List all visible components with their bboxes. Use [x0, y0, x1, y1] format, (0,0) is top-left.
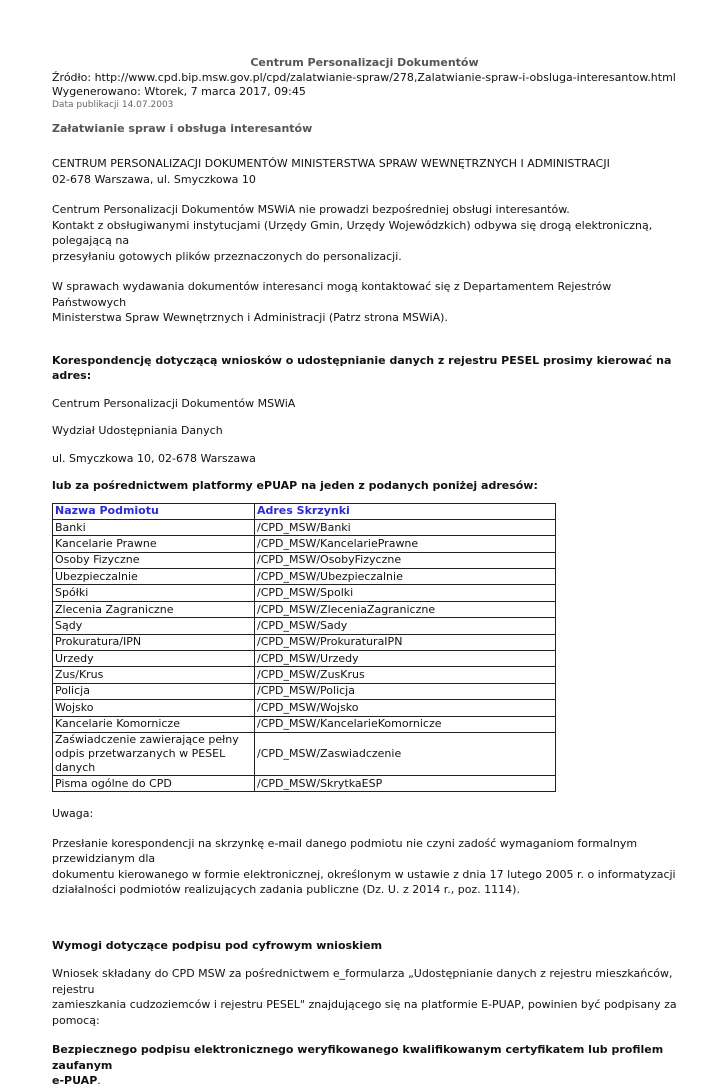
epuap-heading: lub za pośrednictwem platformy ePUAP na jeden z podanych poniżej adresów: — [52, 479, 538, 492]
address-block — [52, 156, 677, 187]
entity-cell: Policja — [53, 683, 255, 699]
section-title: Załatwianie spraw i obsługa interesantów — [52, 122, 313, 135]
entity-cell: Sądy — [53, 618, 255, 634]
note-label: Uwaga: — [52, 807, 94, 821]
box-address-cell: /CPD_MSW/Spolki — [255, 585, 556, 601]
table-row — [53, 536, 556, 552]
table-row — [53, 667, 556, 683]
box-address-cell: /CPD_MSW/OsobyFizyczne — [255, 552, 556, 568]
box-address-cell: /CPD_MSW/ZleceniaZagraniczne — [255, 601, 556, 617]
org-name: CENTRUM PERSONALIZACJI DOKUMENTÓW MINISTERSTWA SPRAW WEWNĘTRZNYCH I ADMINISTRACJI — [52, 157, 610, 170]
document-content — [52, 56, 677, 1089]
table-row — [53, 601, 556, 617]
signature-paragraph — [52, 966, 677, 1028]
entity-cell: Pisma ogólne do CPD — [53, 775, 255, 791]
box-address-cell: /CPD_MSW/Sady — [255, 618, 556, 634]
paragraph-line: Centrum Personalizacji Dokumentów MSWiA nie prowadzi bezpośredniej obsługi interesantów. — [52, 203, 570, 216]
source-url: Źródło: http://www.cpd.bip.msw.gov.pl/cpd/zalatwianie-spraw/278,Zalatwianie-spraw-i-obsluga-interesantow.html — [52, 71, 676, 84]
box-address-cell: /CPD_MSW/Banki — [255, 519, 556, 535]
entity-cell: Wojsko — [53, 700, 255, 716]
box-address-cell: /CPD_MSW/KancelariePrawne — [255, 536, 556, 552]
entity-cell: Zus/Krus — [53, 667, 255, 683]
table-row — [53, 585, 556, 601]
paragraph-line: działalności podmiotów realizujących zadania publiczne (Dz. U. z 2014 r., poz. 1114). — [52, 883, 520, 897]
entity-cell: Banki — [53, 519, 255, 535]
publication-date: Data publikacji 14.07.2003 — [52, 100, 174, 110]
paragraph-line: Wniosek składany do CPD MSW za pośrednictwem e_formularza „Udostępnianie danych z rejestru mieszkańców, rejestru — [52, 967, 673, 996]
note-paragraph — [52, 836, 677, 898]
table-row — [53, 618, 556, 634]
table-row — [53, 716, 556, 732]
sentence-end: . — [97, 1074, 101, 1088]
table-row — [53, 683, 556, 699]
box-address-cell: /CPD_MSW/ZusKrus — [255, 667, 556, 683]
paragraph-line: Przesłanie korespondencji na skrzynkę e-mail danego podmiotu nie czyni zadość wymaganiom formalnym przewidzianym dla — [52, 836, 638, 866]
entity-cell: Urzedy — [53, 651, 255, 667]
column-header-box: Adres Skrzynki — [255, 503, 556, 519]
signature-requirement — [52, 1042, 677, 1089]
correspondence-heading: Korespondencję dotyczącą wniosków o udostępnianie danych z rejestru PESEL prosimy kierować na adres: — [52, 353, 672, 382]
paragraph-line: W sprawach wydawania dokumentów interesanci mogą kontaktować się z Departamentem Rejestrów Państwowych — [52, 280, 612, 309]
paragraph-line — [52, 1073, 677, 1089]
box-address-cell: /CPD_MSW/ProkuraturaIPN — [255, 634, 556, 650]
box-address-cell: /CPD_MSW/Ubezpieczalnie — [255, 569, 556, 585]
entity-cell: Kancelarie Komornicze — [53, 716, 255, 732]
box-address-cell: /CPD_MSW/Wojsko — [255, 700, 556, 716]
entity-cell: Prokuratura/IPN — [53, 634, 255, 650]
org-address: 02-678 Warszawa, ul. Smyczkowa 10 — [52, 172, 256, 186]
table-row — [53, 519, 556, 535]
signature-heading: Wymogi dotyczące podpisu pod cyfrowym wnioskiem — [52, 938, 383, 952]
paragraph-documents — [52, 279, 677, 326]
box-address-cell: /CPD_MSW/Urzedy — [255, 651, 556, 667]
entity-cell: Kancelarie Prawne — [53, 536, 255, 552]
entity-cell: Zaświadczenie zawierające pełny odpis przetwarzanych w PESEL danych — [53, 732, 255, 775]
paragraph-line: Kontakt z obsługiwanymi instytucjami (Urzędy Gmin, Urzędy Wojewódzkich) odbywa się drogą elektroniczną, polegającą na — [52, 218, 653, 247]
entity-cell: Zlecenia Zagraniczne — [53, 601, 255, 617]
box-address-cell: /CPD_MSW/SkrytkaESP — [255, 775, 556, 791]
recipient-line: Centrum Personalizacji Dokumentów MSWiA — [52, 396, 296, 410]
table-header-row — [53, 503, 556, 519]
epuap-addresses-table — [52, 503, 556, 793]
column-header-entity: Nazwa Podmiotu — [53, 503, 255, 519]
epuap-term: e-PUAP — [52, 1074, 98, 1088]
entity-cell: Spółki — [53, 585, 255, 601]
generated-date: Wygenerowano: Wtorek, 7 marca 2017, 09:45 — [52, 85, 306, 98]
recipient-line: Wydział Udostępniania Danych — [52, 424, 223, 437]
paragraph-line: przesyłaniu gotowych plików przeznaczonych do personalizacji. — [52, 249, 402, 263]
table-row — [53, 651, 556, 667]
paragraph-line: zamieszkania cudzoziemców i rejestru PESEL" znajdującego się na platformie E-PUAP, powinien być podpisany za pomocą: — [52, 998, 677, 1027]
recipient-line: ul. Smyczkowa 10, 02-678 Warszawa — [52, 451, 256, 465]
paragraph-line: dokumentu kierowanego w formie elektronicznej, określonym w ustawie z dnia 17 lutego 2005 r. o informatyzacji — [52, 867, 676, 881]
table-row — [53, 634, 556, 650]
box-address-cell: /CPD_MSW/Zaswiadczenie — [255, 732, 556, 775]
table-row — [53, 569, 556, 585]
entity-cell: Osoby Fizyczne — [53, 552, 255, 568]
paragraph-contact — [52, 202, 677, 264]
paragraph-line: Bezpiecznego podpisu elektronicznego weryfikowanego kwalifikowanym certyfikatem lub profilem zaufanym — [52, 1043, 664, 1072]
table-row — [53, 732, 556, 775]
entity-cell: Ubezpieczalnie — [53, 569, 255, 585]
paragraph-line: Ministerstwa Spraw Wewnętrznych i Administracji (Patrz strona MSWiA). — [52, 311, 448, 324]
box-address-cell: /CPD_MSW/KancelarieKomornicze — [255, 716, 556, 732]
page-title: Centrum Personalizacji Dokumentów — [250, 56, 479, 69]
table-row — [53, 552, 556, 568]
box-address-cell: /CPD_MSW/Policja — [255, 683, 556, 699]
table-row — [53, 700, 556, 716]
table-row — [53, 775, 556, 791]
